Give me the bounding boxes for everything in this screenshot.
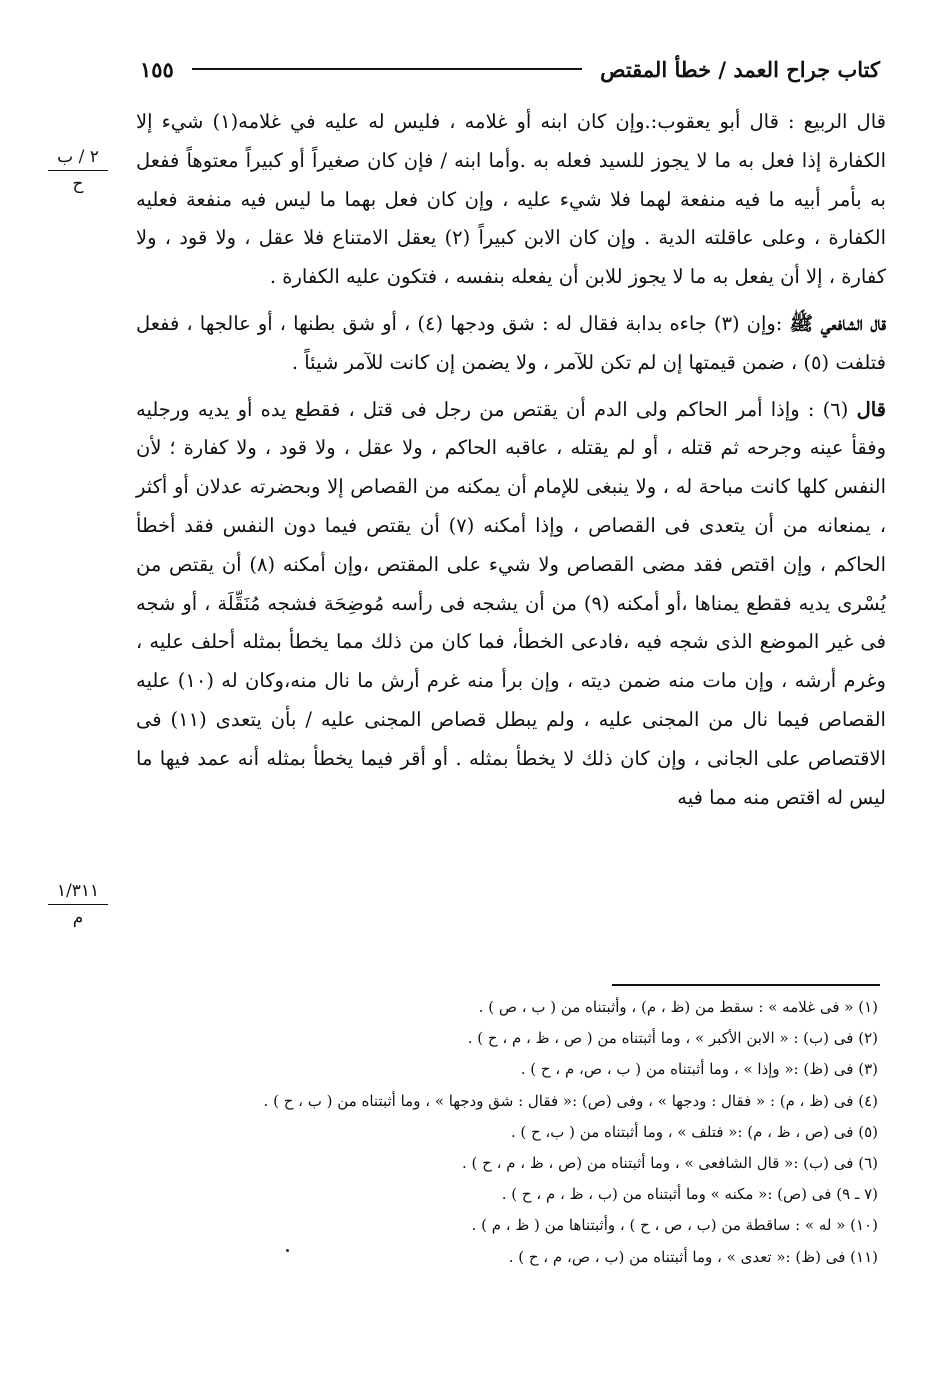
- footnote: (١) « فى غلامه » : سقط من (ظ ، م) ، وأثبتناه من ( ب ، ص ) .: [478, 998, 878, 1016]
- footnote: (١٠) « له » : ساقطة من (ب ، ص ، ح ) ، وأثبتناها من ( ظ ، م ) .: [471, 1216, 878, 1235]
- header-rule: [192, 68, 582, 70]
- margin-note-bottom: م: [72, 908, 84, 928]
- footnote: (٦) فى (ب) :« قال الشافعى » ، وما أثبتناه من (ص ، ظ ، م ، ح ) .: [462, 1154, 878, 1173]
- margin-note-bottom: ح: [72, 174, 84, 194]
- footnotes: [140, 992, 878, 1273]
- footnote: (١١) فى (ظ) :« تعدى » ، وما أثبتناه من (ب ، ص، م ، ح ) .: [508, 1247, 878, 1266]
- main-text: [136, 103, 886, 825]
- paragraph: [136, 391, 886, 818]
- page-header: [140, 52, 880, 86]
- paragraph-lead: قال: [856, 397, 886, 421]
- paragraph-text: (٦) : وإذا أمر الحاكم ولى الدم أن يقتص من رجل فى قتل ، فقطع يده أو يديه ورجليه وفقأ عينه وجرحه ثم قتله ، أو لم يقتله ، عاقبه الحاكم ، ولا عقل ، ولا قود ، ولا كفارة ؛ لأن النفس كلها كانت مباحة له ، ولا ينبغى للإمام أن يمكنه من القصاص إلا وبحضرته عدلان أو أكثر ، يمنعانه من أن يتعدى فى القصاص ، وإذا أمكنه (٧) أن يقتص فيما دون النفس فقد أخطأ الحاكم ، وإن اقتص فقد مضى القصاص ولا شيء على المقتص ،وإن أمكنه (٨) أن يقتص من يُسْرى يديه فقطع يمناها ،أو أمكنه (٩) من أن يشجه فى رأسه مُوضِحَة فشجه مُنَقِّلَة ، أو شجه فى غير الموضع الذى شجه فيه ،فادعى الخطأ، فما كان من ذلك مما يخطأ بمثله أحلف عليه ، وغرم أرشه ، وإن مات منه ضمن ديته ، وإن برأ منه غرم أرش ما نال منه،وكان له (١٠) عليه القصاص فيما نال من المجنى عليه ، ولم يبطل قصاص المجنى عليه / بأن يتعدى (١١) فى الاقتصاص على الجانى ، وإن كان ذلك لا يخطأ بمثله . أو أقر فيما يخطأ بمثله أنه عمد فيها ما ليس له اقتص منه مما فيه: [136, 397, 887, 809]
- running-title: كتاب جراح العمد / خطأ المقتص: [600, 56, 880, 82]
- footnote: (٣) فى (ظ) :« وإذا » ، وما أثبتناه من ( ب ، ص، م ، ح ) .: [520, 1060, 878, 1079]
- margin-note-top: ٢ / ب: [48, 146, 108, 171]
- paragraph-text: قال الربيع : قال أبو يعقوب:.وإن كان ابنه أو غلامه ، فليس له عليه في غلامه(١) شيء إلا الكفارة إذا فعل به ما لا يجوز للسيد فعله به .وأما ابنه / فإن كان صغيراً أو كبيراً معتوهاً ففعل به بأمر أبيه ما فيه منفعة لهما فلا شيء عليه ، وإن كان فعل بهما ما ليس فيه منفعة فعليه الكفارة ، وعلى عاقلته الدية . وإن كان الابن كبيراً (٢) يعقل الامتناع فلا عقل ، ولا قود ، ولا كفارة ، إلا أن يفعل به ما لا يجوز للابن أن يفعله بنفسه ، فتكون عليه الكفارة .: [136, 110, 886, 289]
- paragraph: [136, 103, 886, 297]
- footnote: (٧ ـ ٩) فى (ص) :« مكنه » وما أثبتناه من (ب ، ظ ، م ، ح ) .: [501, 1185, 878, 1204]
- footnote: (٥) فى (ص ، ظ ، م) :« فتلف » ، وما أثبتناه من ( ب، ح ) .: [510, 1122, 878, 1141]
- margin-note-manuscript-ref: [48, 880, 108, 929]
- print-speck: [286, 1249, 289, 1252]
- margin-note-manuscript-ref: [48, 146, 108, 195]
- paragraph: [136, 305, 886, 383]
- footnote-rule: [612, 984, 880, 986]
- paragraph-text: :وإن (٣) جاءه بدابة فقال له : شق ودجها (٤) ، أو شق بطنها ، أو عالجها ، ففعل فتلفت (٥) ، ضمن قيمتها إن لم تكن للآمر ، ولا يضمن إن كانت للآمر شيئاً .: [136, 311, 886, 374]
- footnote: (٢) فى (ب) : « الابن الأكبر » ، وما أثبتناه من ( ص ، ظ ، م ، ح ) .: [467, 1029, 878, 1048]
- margin-note-top: ١/٣١١: [48, 880, 108, 905]
- page-number: ١٥٥: [140, 56, 174, 82]
- footnote: (٤) فى (ظ ، م) : « فقال : ودجها » ، وفى (ص) :« فقال : شق ودجها » ، وما أثبتناه من ( ب ، ح ) .: [263, 1091, 878, 1110]
- paragraph-lead: قال الشافعي ﷺ: [789, 311, 887, 335]
